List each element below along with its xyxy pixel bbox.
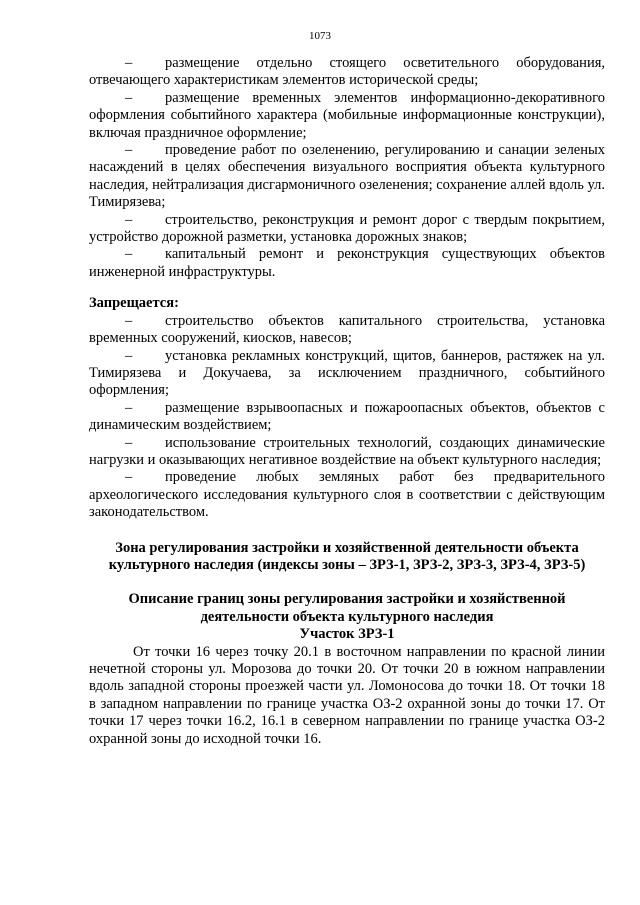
page-content (89, 55, 605, 748)
prohibited-list (89, 313, 605, 522)
page-number: 1073 (309, 30, 331, 42)
list-dash: – (125, 211, 133, 228)
list-item (89, 469, 605, 521)
list-item-text: капитальный ремонт и реконструкция существующих объектов инженерной инфраструктуры. (89, 246, 605, 280)
list-item (89, 142, 605, 212)
list-item (89, 313, 605, 348)
list-item-text: размещение временных элементов информационно-декоративного оформления событийного характера (мобильные информационные конструкции), включая праздничное оформление; (89, 89, 605, 141)
list-dash: – (125, 469, 133, 486)
list-dash: – (125, 55, 133, 71)
zone-title: Зона регулирования застройки и хозяйственной деятельности объекта культурного наследия (индексы зоны – ЗРЗ-1, ЗРЗ-2, ЗРЗ-3, ЗРЗ-4, ЗРЗ-5) (108, 539, 586, 573)
list-dash: – (125, 347, 133, 364)
list-item-text: установка рекламных конструкций, щитов, баннеров, растяжек на ул. Тимирязева и Докучаева, за исключением праздничного, событийного оформления; (89, 347, 605, 399)
list-item-text: размещение взрывоопасных и пожароопасных объектов, объектов с динамическим воздействием; (89, 399, 605, 434)
list-item-text: использование строительных технологий, создающих динамические нагрузки и оказывающих негативное воздействие на объект культурного наследия; (89, 434, 605, 468)
list-item-text: строительство объектов капитального строительства, установка временных сооружений, киосков, навесов; (89, 312, 605, 347)
prohibited-heading: Запрещается: (89, 295, 179, 312)
list-item (89, 90, 605, 142)
list-dash: – (125, 312, 133, 329)
list-dash: – (125, 246, 133, 263)
list-item-text: проведение любых земляных работ без предварительного археологического исследования культурного слоя в соответствии с действующим законодательством. (89, 469, 605, 521)
list-dash: – (125, 89, 133, 106)
list-item (89, 246, 605, 281)
list-dash: – (125, 434, 133, 451)
section-title: Участок ЗРЗ-1 (299, 626, 395, 643)
list-item (89, 212, 605, 247)
list-dash: – (125, 142, 133, 159)
list-item (89, 348, 605, 400)
list-item-text: размещение отдельно стоящего осветительного оборудования, отвечающего характеристикам элементов исторической среды; (89, 55, 605, 89)
list-item (89, 400, 605, 435)
list-item-text: строительство, реконструкция и ремонт дорог с твердым покрытием, устройство дорожной разметки, установка дорожных знаков; (89, 211, 605, 246)
section-text: От точки 16 через точку 20.1 в восточном направлении по красной линии нечетной стороны ул. Морозова до точки 20. От точки 20 в южном направлении вдоль западной стороны проезжей части ул. Ломоносова до точки 18. От точки 18 в западном направлении по границе участка ОЗ-2 охранной зоны до точки 17. От точки 17 через точки 16.2, 16.1 в северном направлении по границе участка ОЗ-2 охранной зоны до исходной точки 16. (89, 643, 605, 747)
list-item-text: проведение работ по озеленению, регулированию и санации зеленых насаждений в целях обеспечения визуального восприятия объекта культурного наследия, нейтрализация дисгармоничного озеленения; сохранение аллей вдоль ул. Тимирязева; (89, 142, 606, 211)
description-title: Описание границ зоны регулирования застройки и хозяйственной деятельности объекта культурного наследия (128, 591, 566, 625)
list-dash: – (125, 399, 133, 416)
allowed-list (89, 55, 605, 281)
list-item (89, 55, 605, 90)
list-item (89, 435, 605, 470)
